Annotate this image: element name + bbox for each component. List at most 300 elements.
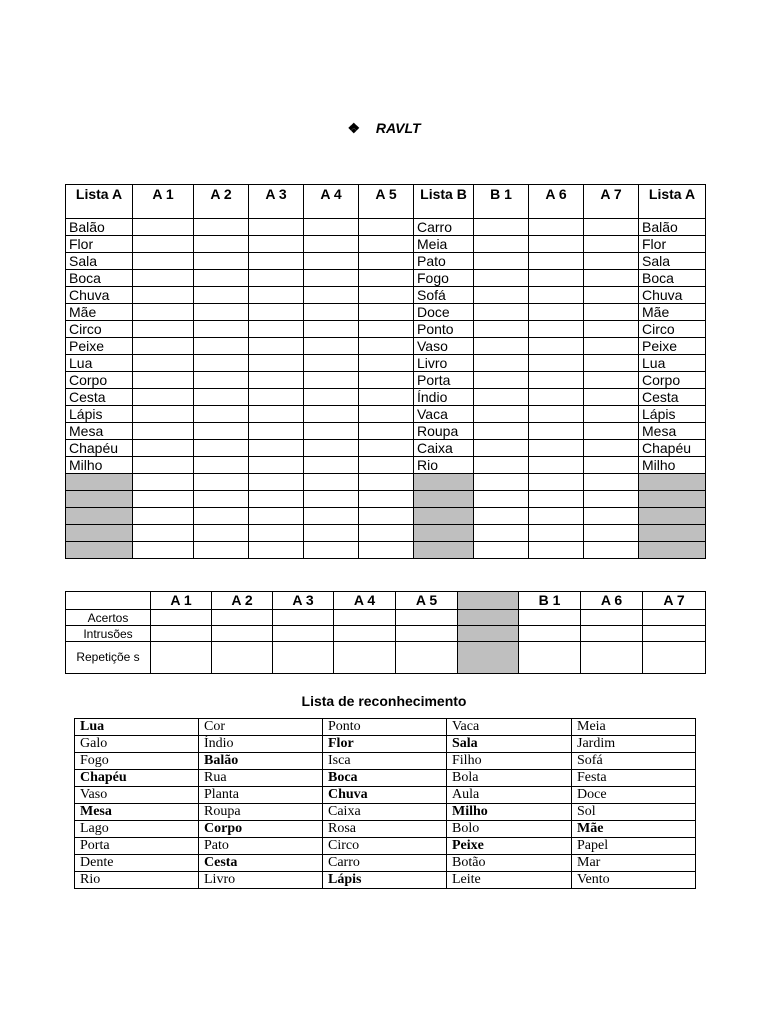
entry-cell bbox=[194, 440, 249, 457]
recognition-word: Dente bbox=[75, 855, 199, 872]
recognition-word: Leite bbox=[447, 872, 572, 889]
list-a-word: Corpo bbox=[66, 372, 133, 389]
entry-cell bbox=[304, 270, 359, 287]
entry-cell bbox=[584, 287, 639, 304]
table-row bbox=[66, 542, 706, 559]
entry-cell bbox=[249, 321, 304, 338]
recognition-word: Carro bbox=[323, 855, 447, 872]
entry-cell bbox=[133, 338, 194, 355]
entry-cell bbox=[194, 236, 249, 253]
recognition-word: Balão bbox=[199, 753, 323, 770]
recognition-word: Pato bbox=[199, 838, 323, 855]
recognition-word: Meia bbox=[572, 719, 696, 736]
entry-cell bbox=[249, 236, 304, 253]
recognition-word: Bola bbox=[447, 770, 572, 787]
entry-cell bbox=[584, 423, 639, 440]
recognition-word: Ponto bbox=[323, 719, 447, 736]
entry-cell bbox=[249, 338, 304, 355]
table-row bbox=[75, 787, 696, 804]
table-row bbox=[66, 236, 706, 253]
table-row bbox=[75, 736, 696, 753]
entry-cell bbox=[359, 457, 414, 474]
list-a-word: Milho bbox=[66, 457, 133, 474]
entry-cell bbox=[304, 474, 359, 491]
shaded-cell bbox=[458, 592, 519, 610]
list-a-word: Chuva bbox=[639, 287, 706, 304]
entry-cell bbox=[581, 610, 643, 626]
entry-cell bbox=[304, 253, 359, 270]
table-row bbox=[66, 508, 706, 525]
entry-cell bbox=[133, 423, 194, 440]
column-header: A 3 bbox=[249, 185, 304, 219]
entry-cell bbox=[304, 440, 359, 457]
entry-cell bbox=[584, 270, 639, 287]
entry-cell bbox=[133, 542, 194, 559]
entry-cell bbox=[133, 457, 194, 474]
column-header: A 6 bbox=[581, 592, 643, 610]
shaded-cell bbox=[639, 491, 706, 508]
entry-cell bbox=[249, 406, 304, 423]
entry-cell bbox=[584, 236, 639, 253]
recognition-word: Flor bbox=[323, 736, 447, 753]
entry-cell bbox=[529, 338, 584, 355]
list-a-word: Mãe bbox=[66, 304, 133, 321]
table-row bbox=[75, 821, 696, 838]
entry-cell bbox=[194, 508, 249, 525]
entry-cell bbox=[249, 525, 304, 542]
recognition-word: Isca bbox=[323, 753, 447, 770]
entry-cell bbox=[359, 304, 414, 321]
entry-cell bbox=[133, 440, 194, 457]
list-b-word: Roupa bbox=[414, 423, 474, 440]
entry-cell bbox=[249, 508, 304, 525]
list-a-word: Flor bbox=[66, 236, 133, 253]
recognition-word: Vento bbox=[572, 872, 696, 889]
entry-cell bbox=[359, 372, 414, 389]
entry-cell bbox=[643, 626, 706, 642]
entry-cell bbox=[519, 642, 581, 674]
recognition-word: Índio bbox=[199, 736, 323, 753]
entry-cell bbox=[359, 491, 414, 508]
document-title bbox=[0, 120, 768, 137]
entry-cell bbox=[194, 542, 249, 559]
recognition-word: Rio bbox=[75, 872, 199, 889]
ravlt-trials-table bbox=[65, 184, 706, 559]
recognition-word: Lago bbox=[75, 821, 199, 838]
shaded-cell bbox=[458, 610, 519, 626]
entry-cell bbox=[584, 508, 639, 525]
entry-cell bbox=[359, 236, 414, 253]
recognition-word: Roupa bbox=[199, 804, 323, 821]
entry-cell bbox=[519, 610, 581, 626]
entry-cell bbox=[519, 626, 581, 642]
shaded-cell bbox=[414, 508, 474, 525]
entry-cell bbox=[133, 525, 194, 542]
entry-cell bbox=[304, 491, 359, 508]
column-header: A 2 bbox=[212, 592, 273, 610]
list-a-word: Circo bbox=[639, 321, 706, 338]
entry-cell bbox=[133, 372, 194, 389]
table-row bbox=[66, 372, 706, 389]
entry-cell bbox=[133, 253, 194, 270]
column-header: A 7 bbox=[643, 592, 706, 610]
entry-cell bbox=[133, 389, 194, 406]
column-header: A 2 bbox=[194, 185, 249, 219]
list-a-word: Balão bbox=[66, 219, 133, 236]
shaded-cell bbox=[414, 525, 474, 542]
list-b-word: Meia bbox=[414, 236, 474, 253]
title-text: RAVLT bbox=[375, 120, 421, 136]
entry-cell bbox=[273, 610, 334, 626]
shaded-cell bbox=[66, 525, 133, 542]
column-header: A 5 bbox=[396, 592, 458, 610]
recognition-word: Filho bbox=[447, 753, 572, 770]
entry-cell bbox=[359, 321, 414, 338]
shaded-cell bbox=[414, 474, 474, 491]
list-b-word: Pato bbox=[414, 253, 474, 270]
table-row bbox=[66, 355, 706, 372]
entry-cell bbox=[474, 406, 529, 423]
entry-cell bbox=[133, 474, 194, 491]
entry-cell bbox=[151, 610, 212, 626]
shaded-cell bbox=[639, 508, 706, 525]
recognition-word: Lápis bbox=[323, 872, 447, 889]
column-header: A 4 bbox=[334, 592, 396, 610]
table-row bbox=[66, 491, 706, 508]
entry-cell bbox=[584, 372, 639, 389]
entry-cell bbox=[212, 610, 273, 626]
entry-cell bbox=[194, 389, 249, 406]
recognition-word: Livro bbox=[199, 872, 323, 889]
entry-cell bbox=[643, 610, 706, 626]
entry-cell bbox=[359, 219, 414, 236]
entry-cell bbox=[304, 542, 359, 559]
list-a-word: Corpo bbox=[639, 372, 706, 389]
column-header: A 1 bbox=[151, 592, 212, 610]
list-a-word: Cesta bbox=[66, 389, 133, 406]
entry-cell bbox=[194, 287, 249, 304]
entry-cell bbox=[529, 508, 584, 525]
entry-cell bbox=[249, 389, 304, 406]
list-b-word: Ponto bbox=[414, 321, 474, 338]
column-header: A 5 bbox=[359, 185, 414, 219]
recognition-word: Bolo bbox=[447, 821, 572, 838]
entry-cell bbox=[304, 219, 359, 236]
recognition-word: Cor bbox=[199, 719, 323, 736]
entry-cell bbox=[133, 236, 194, 253]
entry-cell bbox=[529, 253, 584, 270]
entry-cell bbox=[194, 321, 249, 338]
table-row bbox=[66, 321, 706, 338]
entry-cell bbox=[133, 270, 194, 287]
entry-cell bbox=[304, 236, 359, 253]
recognition-word: Sala bbox=[447, 736, 572, 753]
entry-cell bbox=[151, 626, 212, 642]
column-header: A 6 bbox=[529, 185, 584, 219]
entry-cell bbox=[584, 542, 639, 559]
entry-cell bbox=[249, 355, 304, 372]
column-header: A 7 bbox=[584, 185, 639, 219]
entry-cell bbox=[396, 626, 458, 642]
entry-cell bbox=[643, 642, 706, 674]
list-a-word: Flor bbox=[639, 236, 706, 253]
column-header: A 3 bbox=[273, 592, 334, 610]
entry-cell bbox=[133, 321, 194, 338]
recognition-word: Papel bbox=[572, 838, 696, 855]
recognition-word: Corpo bbox=[199, 821, 323, 838]
entry-cell bbox=[584, 474, 639, 491]
entry-cell bbox=[359, 525, 414, 542]
entry-cell bbox=[584, 389, 639, 406]
table-row bbox=[66, 389, 706, 406]
entry-cell bbox=[194, 406, 249, 423]
entry-cell bbox=[304, 321, 359, 338]
recognition-word: Vaso bbox=[75, 787, 199, 804]
entry-cell bbox=[584, 304, 639, 321]
recognition-word: Rua bbox=[199, 770, 323, 787]
table-row bbox=[66, 525, 706, 542]
recognition-title: Lista de reconhecimento bbox=[301, 693, 467, 709]
entry-cell bbox=[474, 253, 529, 270]
table-row bbox=[75, 753, 696, 770]
entry-cell bbox=[529, 270, 584, 287]
entry-cell bbox=[474, 304, 529, 321]
entry-cell bbox=[359, 389, 414, 406]
table-row bbox=[66, 423, 706, 440]
table-row bbox=[66, 253, 706, 270]
list-b-word: Fogo bbox=[414, 270, 474, 287]
entry-cell bbox=[359, 440, 414, 457]
list-a-word: Sala bbox=[66, 253, 133, 270]
entry-cell bbox=[359, 423, 414, 440]
recognition-word: Doce bbox=[572, 787, 696, 804]
recognition-word: Festa bbox=[572, 770, 696, 787]
list-b-word: Índio bbox=[414, 389, 474, 406]
entry-cell bbox=[249, 304, 304, 321]
entry-cell bbox=[334, 642, 396, 674]
table-row bbox=[75, 804, 696, 821]
row-label: Acertos bbox=[66, 610, 151, 626]
entry-cell bbox=[359, 253, 414, 270]
entry-cell bbox=[194, 457, 249, 474]
entry-cell bbox=[304, 406, 359, 423]
entry-cell bbox=[194, 219, 249, 236]
entry-cell bbox=[249, 287, 304, 304]
table-row bbox=[75, 872, 696, 889]
table-row bbox=[66, 406, 706, 423]
shaded-cell bbox=[414, 491, 474, 508]
shaded-cell bbox=[639, 474, 706, 491]
row-label: Repetiçõe s bbox=[66, 642, 151, 674]
entry-cell bbox=[584, 219, 639, 236]
recognition-word: Milho bbox=[447, 804, 572, 821]
list-a-word: Peixe bbox=[639, 338, 706, 355]
entry-cell bbox=[334, 626, 396, 642]
entry-cell bbox=[529, 474, 584, 491]
recognition-word: Sol bbox=[572, 804, 696, 821]
entry-cell bbox=[584, 338, 639, 355]
entry-cell bbox=[304, 423, 359, 440]
entry-cell bbox=[584, 491, 639, 508]
entry-cell bbox=[133, 508, 194, 525]
table-row bbox=[66, 270, 706, 287]
list-a-word: Milho bbox=[639, 457, 706, 474]
recognition-word: Caixa bbox=[323, 804, 447, 821]
recognition-word: Cesta bbox=[199, 855, 323, 872]
table-row bbox=[66, 610, 706, 626]
entry-cell bbox=[304, 389, 359, 406]
entry-cell bbox=[133, 304, 194, 321]
recognition-word: Rosa bbox=[323, 821, 447, 838]
entry-cell bbox=[529, 406, 584, 423]
entry-cell bbox=[249, 372, 304, 389]
list-a-word: Mesa bbox=[639, 423, 706, 440]
entry-cell bbox=[273, 642, 334, 674]
recognition-word: Aula bbox=[447, 787, 572, 804]
list-b-word: Livro bbox=[414, 355, 474, 372]
shaded-cell bbox=[66, 542, 133, 559]
table-row bbox=[66, 287, 706, 304]
column-header bbox=[66, 592, 151, 610]
entry-cell bbox=[474, 321, 529, 338]
recognition-word: Mãe bbox=[572, 821, 696, 838]
recognition-word: Boca bbox=[323, 770, 447, 787]
entry-cell bbox=[212, 642, 273, 674]
entry-cell bbox=[474, 542, 529, 559]
table-row bbox=[75, 838, 696, 855]
entry-cell bbox=[474, 389, 529, 406]
entry-cell bbox=[474, 338, 529, 355]
entry-cell bbox=[359, 508, 414, 525]
diamond-flower-icon: ❖ bbox=[347, 120, 361, 136]
entry-cell bbox=[529, 542, 584, 559]
entry-cell bbox=[194, 423, 249, 440]
entry-cell bbox=[474, 219, 529, 236]
entry-cell bbox=[249, 474, 304, 491]
entry-cell bbox=[304, 304, 359, 321]
entry-cell bbox=[584, 525, 639, 542]
shaded-cell bbox=[414, 542, 474, 559]
list-a-word: Cesta bbox=[639, 389, 706, 406]
entry-cell bbox=[212, 626, 273, 642]
entry-cell bbox=[474, 372, 529, 389]
entry-cell bbox=[249, 270, 304, 287]
entry-cell bbox=[194, 270, 249, 287]
entry-cell bbox=[474, 270, 529, 287]
recognition-word: Circo bbox=[323, 838, 447, 855]
table-row bbox=[66, 626, 706, 642]
column-header: A 4 bbox=[304, 185, 359, 219]
entry-cell bbox=[194, 525, 249, 542]
entry-cell bbox=[249, 491, 304, 508]
entry-cell bbox=[359, 355, 414, 372]
entry-cell bbox=[133, 355, 194, 372]
column-header: B 1 bbox=[474, 185, 529, 219]
recognition-word: Vaca bbox=[447, 719, 572, 736]
entry-cell bbox=[194, 491, 249, 508]
list-a-word: Chapéu bbox=[66, 440, 133, 457]
list-a-word: Boca bbox=[66, 270, 133, 287]
entry-cell bbox=[249, 219, 304, 236]
entry-cell bbox=[133, 406, 194, 423]
entry-cell bbox=[529, 355, 584, 372]
entry-cell bbox=[359, 338, 414, 355]
list-a-word: Mãe bbox=[639, 304, 706, 321]
recognition-word: Jardim bbox=[572, 736, 696, 753]
entry-cell bbox=[273, 626, 334, 642]
entry-cell bbox=[359, 270, 414, 287]
entry-cell bbox=[194, 355, 249, 372]
entry-cell bbox=[304, 508, 359, 525]
shaded-cell bbox=[458, 626, 519, 642]
list-a-word: Lápis bbox=[639, 406, 706, 423]
recognition-word: Chapéu bbox=[75, 770, 199, 787]
entry-cell bbox=[359, 474, 414, 491]
list-b-word: Caixa bbox=[414, 440, 474, 457]
entry-cell bbox=[304, 338, 359, 355]
entry-cell bbox=[529, 525, 584, 542]
entry-cell bbox=[304, 457, 359, 474]
recognition-word: Galo bbox=[75, 736, 199, 753]
list-a-word: Lua bbox=[66, 355, 133, 372]
entry-cell bbox=[249, 253, 304, 270]
entry-cell bbox=[194, 474, 249, 491]
column-header: Lista A bbox=[639, 185, 706, 219]
column-header: Lista A bbox=[66, 185, 133, 219]
recognition-word: Porta bbox=[75, 838, 199, 855]
entry-cell bbox=[359, 406, 414, 423]
entry-cell bbox=[396, 610, 458, 626]
entry-cell bbox=[133, 287, 194, 304]
entry-cell bbox=[529, 219, 584, 236]
entry-cell bbox=[249, 423, 304, 440]
entry-cell bbox=[151, 642, 212, 674]
table-header-row bbox=[66, 185, 706, 219]
entry-cell bbox=[396, 642, 458, 674]
entry-cell bbox=[194, 253, 249, 270]
entry-cell bbox=[194, 304, 249, 321]
entry-cell bbox=[529, 440, 584, 457]
entry-cell bbox=[529, 321, 584, 338]
list-b-word: Porta bbox=[414, 372, 474, 389]
entry-cell bbox=[529, 457, 584, 474]
entry-cell bbox=[584, 253, 639, 270]
list-a-word: Lápis bbox=[66, 406, 133, 423]
recognition-word: Planta bbox=[199, 787, 323, 804]
entry-cell bbox=[474, 525, 529, 542]
list-a-word: Balão bbox=[639, 219, 706, 236]
recognition-word: Lua bbox=[75, 719, 199, 736]
shaded-cell bbox=[639, 542, 706, 559]
list-a-word: Boca bbox=[639, 270, 706, 287]
entry-cell bbox=[584, 457, 639, 474]
recognition-table bbox=[74, 718, 696, 889]
list-b-word: Vaso bbox=[414, 338, 474, 355]
table-row bbox=[75, 855, 696, 872]
table-row bbox=[66, 457, 706, 474]
entry-cell bbox=[474, 508, 529, 525]
list-a-word: Lua bbox=[639, 355, 706, 372]
entry-cell bbox=[133, 219, 194, 236]
list-b-word: Vaca bbox=[414, 406, 474, 423]
entry-cell bbox=[359, 542, 414, 559]
table-row bbox=[66, 642, 706, 674]
entry-cell bbox=[529, 423, 584, 440]
table-row bbox=[66, 474, 706, 491]
column-header: A 1 bbox=[133, 185, 194, 219]
entry-cell bbox=[304, 355, 359, 372]
entry-cell bbox=[334, 610, 396, 626]
